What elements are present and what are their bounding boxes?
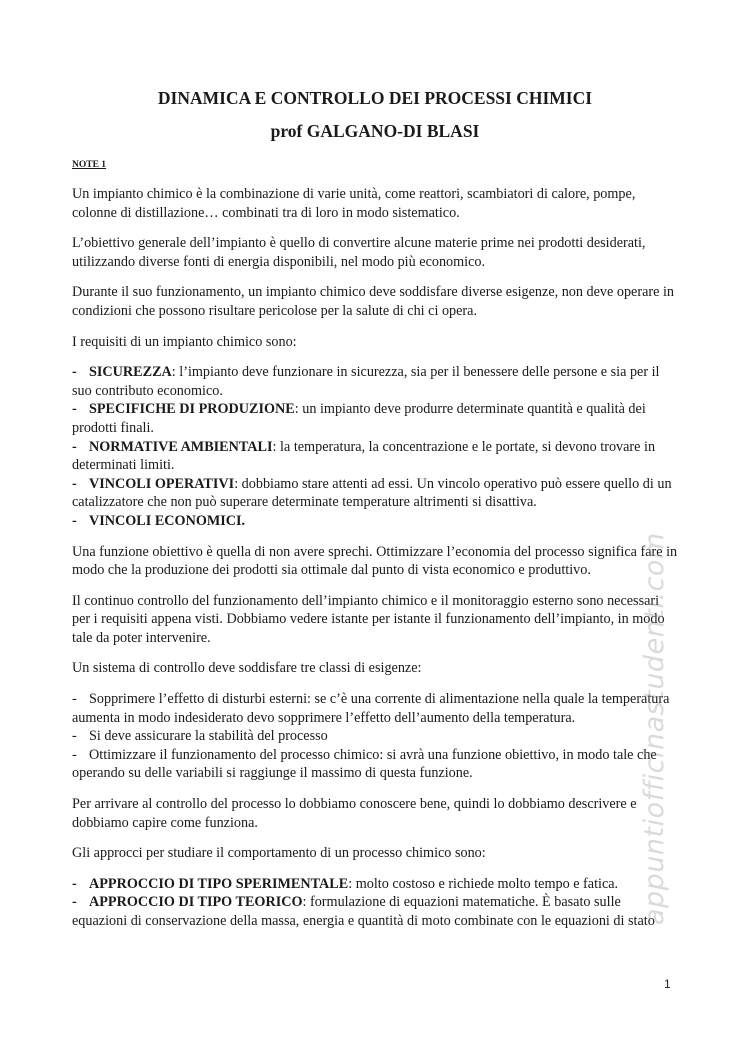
paragraph-3: Durante il suo funzionamento, un impianto chimico deve soddisfare diverse esigenze, non deve operare in condizioni che possono risultare pericolose per la salute di chi ci opera. [72,284,674,319]
note-heading: NOTE 1 [72,160,107,170]
control-requirements-list [72,690,678,783]
list-item: - Ottimizzare il funzionamento del processo chimico: si avrà una funzione obiettivo, in modo tale che operando su delle variabili si raggiunge il massimo di questa funzione. [72,746,657,782]
requirements-list [72,363,678,530]
approaches-list [72,875,678,931]
document-subtitle: prof GALGANO-DI BLASI [270,121,480,141]
paragraph-6: Il continuo controllo del funzionamento dell’impianto chimico e il monitoraggio esterno sono necessari per i requisiti appena visti. Dobbiamo vedere istante per istante il funzionamento dell’impianto, in modo tale da poter intervenire. [72,592,665,646]
paragraph-5: Una funzione obiettivo è quella di non avere sprechi. Ottimizzare l’economia del processo significa fare in modo che la produzione dei prodotti sia ottimale dal punto di vista economico e produttivo. [72,543,678,579]
list-item: - SPECIFICHE DI PRODUZIONE: un impianto deve produrre determinate quantità e qualità dei prodotti finali. [72,401,646,436]
paragraph-9: Gli approcci per studiare il comportamento di un processo chimico sono: [72,845,486,862]
document-title: DINAMICA E CONTROLLO DEI PROCESSI CHIMICI [157,88,593,108]
list-item: - Si deve assicurare la stabilità del processo [72,728,328,745]
list-item: - SICUREZZA: l’impianto deve funzionare in sicurezza, sia per il benessere delle persone e sia per il suo contributo economico. [72,364,660,399]
list-item: - NORMATIVE AMBIENTALI: la temperatura, la concentrazione e le portate, si devono trovare in determinati limiti. [72,438,656,474]
list-item: - APPROCCIO DI TIPO TEORICO: formulazione di equazioni matematiche. È basato sulle equazioni di conservazione della massa, energia e quantità di moto combinate con le equazioni di stato [72,894,655,929]
paragraph-8: Per arrivare al controllo del processo lo dobbiamo conoscere bene, quindi lo dobbiamo descrivere e dobbiamo capire come funziona. [72,796,637,831]
page-number: 1 [664,977,671,991]
paragraph-4: I requisiti di un impianto chimico sono: [72,333,297,350]
list-item: - APPROCCIO DI TIPO SPERIMENTALE: molto costoso e richiede molto tempo e fatica. [72,875,619,892]
list-item: - VINCOLI ECONOMICI. [72,512,246,529]
paragraph-2: L’obiettivo generale dell’impianto è quello di convertire alcune materie prime nei prodotti desiderati, utilizzando diverse fonti di energia disponibili, nel modo più economico. [72,235,646,270]
list-item: - VINCOLI OPERATIVI: dobbiamo stare attenti ad essi. Un vincolo operativo può essere quello di un catalizzatore che non può superare determinate temperature altrimenti si disattiva. [72,475,672,511]
document-body [72,86,678,931]
paragraph-1: Un impianto chimico è la combinazione di varie unità, come reattori, scambiatori di calore, pompe, colonne di distillazione… combinati tra di loro in modo sistematico. [72,186,636,221]
watermark: appuntiofficinastudenti.com [639,532,670,925]
list-item: - Sopprimere l’effetto di disturbi esterni: se c’è una corrente di alimentazione nella quale la temperatura aumenta in modo indesiderato devo sopprimere l’effetto dell’aumento della temperatura. [72,691,670,726]
paragraph-7: Un sistema di controllo deve soddisfare tre classi di esigenze: [72,660,422,677]
